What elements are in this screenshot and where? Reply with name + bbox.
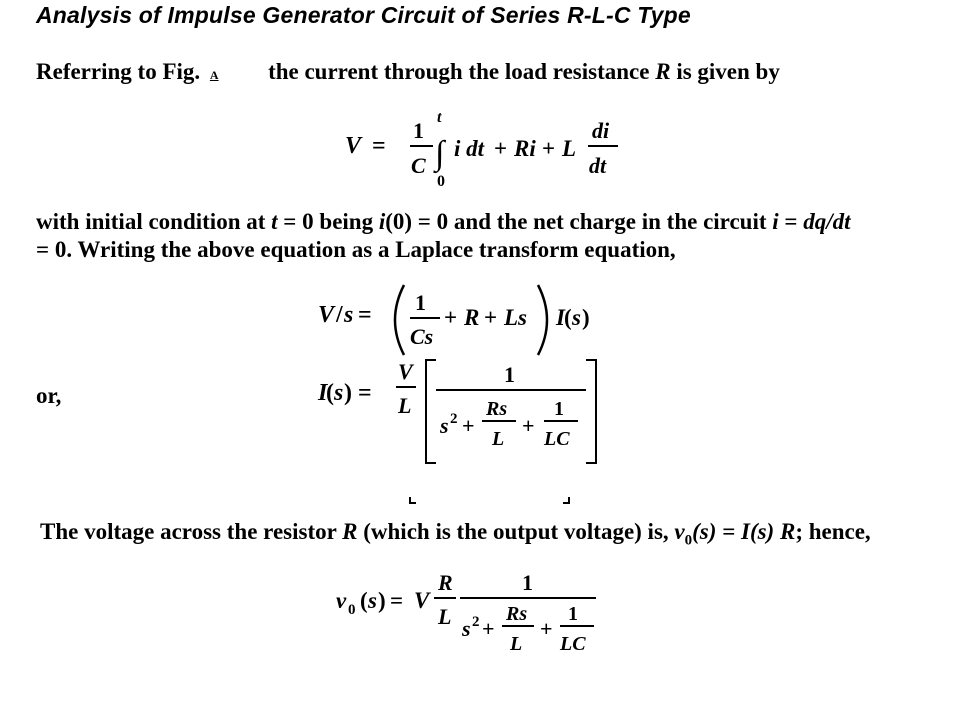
svg-text:+: + [540, 616, 553, 641]
figure-reference-link[interactable]: A [209, 68, 219, 82]
svg-text:LC: LC [560, 633, 586, 655]
svg-text:(: ( [326, 380, 334, 406]
svg-text:1: 1 [554, 398, 564, 420]
intro-var-r: R [655, 59, 671, 84]
svg-text:∫: ∫ [435, 135, 445, 172]
svg-text:Cs: Cs [410, 324, 434, 349]
svg-text:1: 1 [504, 362, 515, 387]
paragraph-initial-condition: with initial condition at t = 0 being i(0) = 0 and the net charge in the circuit i = dq/dt = 0. Writing the above equation as a Laplace transform equation, [36, 209, 851, 262]
svg-text:v: v [336, 588, 347, 613]
svg-text:L: L [438, 604, 452, 629]
svg-text:L: L [492, 428, 505, 450]
svg-text:t: t [437, 109, 442, 126]
svg-text:1: 1 [413, 118, 424, 143]
svg-text:I: I [556, 305, 565, 330]
svg-text:): ) [378, 588, 386, 613]
intro-prefix: Referring to Fig. [36, 59, 201, 84]
svg-text:): ) [344, 380, 352, 406]
svg-text:=: = [390, 588, 404, 613]
svg-text:s: s [462, 616, 471, 641]
svg-text:+: + [522, 413, 535, 438]
equation-voltage-integral [340, 100, 660, 200]
intro-end: is given by [676, 59, 780, 84]
svg-text:V: V [398, 359, 413, 384]
svg-text:s: s [572, 305, 581, 330]
svg-text:s: s [368, 588, 377, 613]
equation-current-laplace [316, 355, 616, 475]
svg-text:=: = [358, 302, 372, 328]
svg-text:s: s [344, 302, 354, 328]
svg-text:Ls: Ls [504, 305, 527, 330]
svg-text:L: L [398, 393, 412, 418]
svg-text:R: R [464, 305, 480, 330]
equation-laplace-voltage [316, 280, 616, 360]
svg-text:+: + [542, 136, 556, 161]
svg-text:1: 1 [415, 290, 426, 315]
svg-text:1: 1 [568, 603, 578, 625]
svg-text:R: R [438, 570, 453, 595]
svg-text:2: 2 [472, 614, 480, 630]
svg-text:+: + [462, 413, 475, 438]
svg-text:C: C [411, 153, 426, 178]
svg-text:0: 0 [437, 173, 445, 190]
svg-text:/: / [336, 302, 343, 328]
svg-text:L: L [562, 136, 577, 161]
svg-text:V: V [318, 302, 335, 328]
svg-text:+: + [482, 616, 495, 641]
svg-text:Ri: Ri [514, 136, 536, 161]
svg-text:di: di [592, 118, 610, 143]
svg-text:I: I [318, 380, 328, 406]
svg-text:s: s [440, 413, 449, 438]
paragraph-output-voltage: The voltage across the resistor R (which is the output voltage) is, $v_0(s) = I(s)$ R; hence, [40, 519, 871, 549]
svg-text:=: = [358, 380, 372, 406]
section-title: Analysis of Impulse Generator Circuit of Series R-L-C Type [36, 2, 691, 28]
svg-text:L: L [510, 633, 523, 655]
svg-text:1: 1 [522, 570, 533, 595]
svg-text:Rs: Rs [506, 603, 528, 625]
paragraph-intro [36, 58, 780, 89]
svg-text:2: 2 [450, 411, 458, 427]
or-label: or, [36, 383, 62, 408]
svg-text:0: 0 [348, 602, 356, 618]
svg-text:dt: dt [589, 153, 607, 178]
svg-text:+: + [444, 305, 458, 330]
svg-text:LC: LC [544, 428, 570, 450]
equation-output-voltage [334, 568, 634, 668]
svg-text:(: ( [360, 588, 368, 613]
svg-text:V: V [414, 588, 430, 613]
svg-text:i dt: i dt [454, 136, 485, 161]
intro-suffix: the current through the load resistance [268, 59, 650, 84]
svg-text:=: = [372, 133, 386, 159]
eq1-v: V [345, 133, 362, 159]
svg-text:+: + [494, 136, 508, 161]
svg-text:s: s [334, 380, 344, 406]
svg-text:Rs: Rs [486, 398, 508, 420]
bracket-artifact [405, 495, 575, 507]
svg-text:): ) [582, 305, 590, 330]
svg-text:+: + [484, 305, 498, 330]
svg-text:(: ( [564, 305, 572, 330]
